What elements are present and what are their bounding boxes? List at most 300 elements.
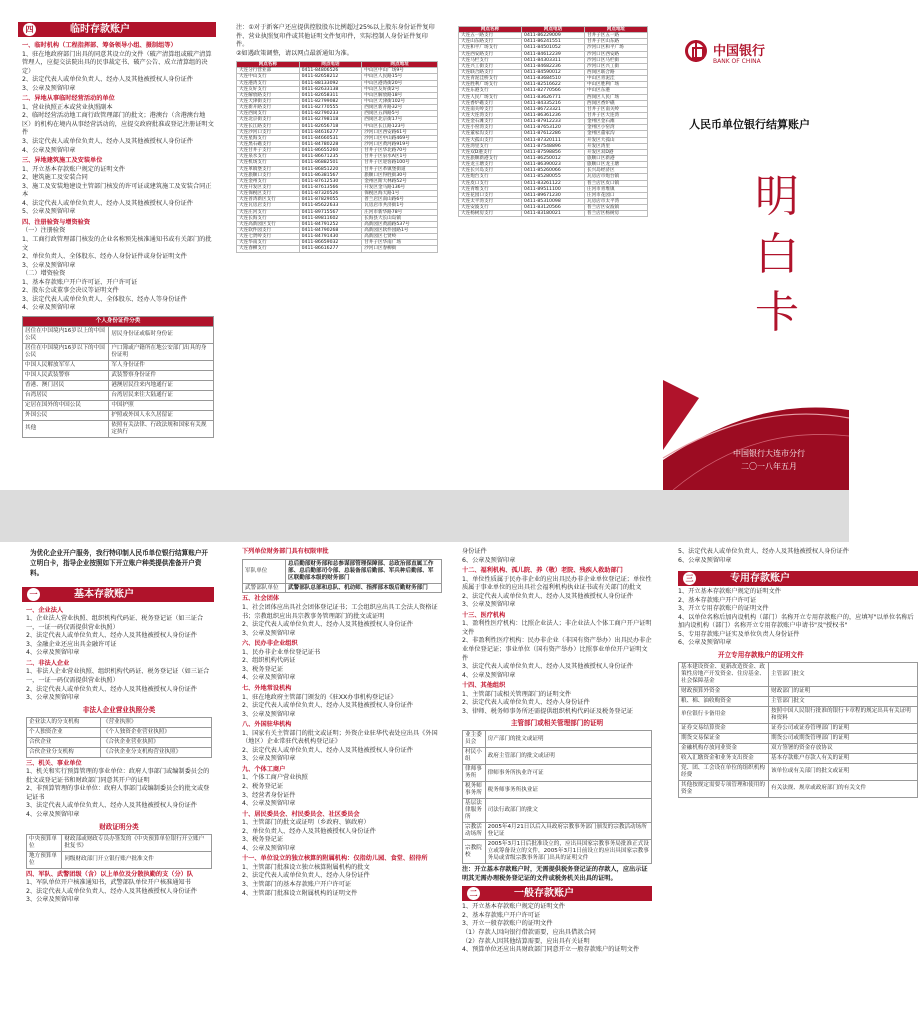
cell: 其他按规定需要专项管理和使用的资金 xyxy=(679,780,769,797)
section-title: 一般存款账户 xyxy=(514,888,574,900)
branch-name: 大连庄河支行 xyxy=(237,209,300,215)
branch-phone: 0411-89671230 xyxy=(522,192,585,198)
col-header-address: 网点地址 xyxy=(584,27,647,33)
branch-phone: 0411-82770566 xyxy=(522,88,585,94)
list-item: 1、驻在地政府主管部门颁发的《驻XX办事机构登记证》 xyxy=(242,693,397,701)
branch-name: 大连长兴岛支行 xyxy=(459,168,522,174)
list-item: 1、国家有关主管部门的批文或证明；外资企业驻华代表处应出具《外国（地区）企业常驻代表机构登记证》 xyxy=(242,729,438,746)
list-item: 3、公章及预留印章 xyxy=(22,261,76,269)
branch-name: 大连星海支行 xyxy=(237,135,300,141)
branch-phone: 0411-84791252 xyxy=(299,221,362,227)
table-row xyxy=(23,410,214,420)
branch-phone: 0411-86882501 xyxy=(299,160,362,166)
cell: 居住在中国境内16岁以下的中国公民 xyxy=(23,343,109,360)
table-row xyxy=(243,583,442,593)
branch-address: 普兰店区安波镇 xyxy=(584,205,647,211)
branch-row xyxy=(237,246,438,252)
branch-address: 中山区中山广场9号 xyxy=(362,68,438,74)
list-item: 1、驻在地政府部门出具的同意其设立的文件（破产清算组或破产清算管理人，应提交法院出具的民事裁定书、破产公告、成立清算组的决定） xyxy=(22,50,212,75)
cell: 其他 xyxy=(23,420,109,437)
heading-resident-office: 七、外地常设机构 xyxy=(242,684,292,692)
table-row xyxy=(23,390,214,400)
branch-name: 大连龙王塘支行 xyxy=(459,162,522,168)
branch-address: 瓦房店市炮台镇 xyxy=(584,174,647,180)
branch-row xyxy=(237,227,438,233)
branch-phone: 0411-83180021 xyxy=(522,211,585,217)
branch-address: 金州区小窑湾 xyxy=(584,125,647,131)
branch-phone: 0411-82658311 xyxy=(299,92,362,98)
table-row xyxy=(23,370,214,380)
list-item: 3、公章及预留印章 xyxy=(462,601,516,609)
list-item: 3、税务登记证 xyxy=(242,665,284,673)
license-table xyxy=(26,717,212,758)
branch-phone: 0411-88133092 xyxy=(299,80,362,86)
branch-name: 大连湾里支行 xyxy=(459,143,522,149)
cell: 合伙企业 xyxy=(27,737,101,747)
list-item: 1、企业法人营业执照、组织机构代码证、税务登记证（如三证合一，一证一码仅需提供营业执照） xyxy=(26,615,204,631)
branch-name: 大连天津街支行 xyxy=(237,99,300,105)
list-item: （2）存款人因其他结算需要，应出具有关证明 xyxy=(462,937,590,945)
special-proof-table xyxy=(678,662,918,798)
branch-address: 甘井子区五一路 xyxy=(584,33,647,39)
branch-phone: 0411-83684510 xyxy=(522,76,585,82)
list-item: 身份证件 xyxy=(462,548,487,555)
table-row xyxy=(27,747,212,757)
branch-phone: 0411-84790268 xyxy=(299,227,362,233)
branch-name: 大连沙河口支行 xyxy=(237,129,300,135)
table-title: 个人身份证件分类 xyxy=(23,316,214,326)
list-item: 4、主管部门批准设立附属机构的证明文件 xyxy=(242,889,358,897)
branch-phone: 0411-86671235 xyxy=(299,154,362,160)
branch-phone: 0411-87548896 xyxy=(522,143,585,149)
branch-name: 大连瓦房店支行 xyxy=(237,203,300,209)
branch-address: 甘井子区革镇堡街道 xyxy=(362,166,438,172)
branch-phone: 0411-83626771 xyxy=(522,94,585,100)
branch-phone: 0411-86723321 xyxy=(522,106,585,112)
list-item: 2、税务登记证 xyxy=(242,782,284,790)
fold-gap xyxy=(0,490,849,542)
branch-name: 大连港湾支行 xyxy=(237,80,300,86)
list-item: 1、开立基本存款账户规定的证明文件 xyxy=(678,588,781,596)
list-item: （1）存款人因向银行借款需要，应出具借款合同 xyxy=(462,928,596,936)
section-bar-temporary xyxy=(18,22,216,37)
col-header-address: 网点地址 xyxy=(362,62,438,68)
branch-row xyxy=(237,135,438,141)
branch-address: 沙河口区黄河路919号 xyxy=(362,142,438,148)
branch-phone: 0411-87598856 xyxy=(522,149,585,155)
cell: 2005年4月21日以后入具政府宗教事务部门颁发的宗教活动场所登记证 xyxy=(485,823,651,840)
panel-branch-list-b xyxy=(458,26,648,470)
cell: 主管部门批文 xyxy=(769,696,918,706)
list-item: 5、专用存款账户证实及单位负责人身份证件 xyxy=(678,630,800,638)
panel-general-account xyxy=(462,548,652,1018)
list-item: 3、法定代表人或单位负责人、经办人及其他被授权人身份证件 xyxy=(462,663,633,671)
branch-address: 旅顺口区得胜街30号 xyxy=(362,172,438,178)
authority-proof-table xyxy=(462,730,652,864)
list-item: 1、机关和实行预算管理的事业单位：政府人事部门或编制委员会的批文或登记证书和财政部门同意其开户的证明 xyxy=(26,768,210,784)
branch-name: 大连双D港支行 xyxy=(459,149,522,155)
branch-address: 长兴岛经济区 xyxy=(584,168,647,174)
branch-name: 大连长江路支行 xyxy=(237,123,300,129)
cell: 中国人民武装警察 xyxy=(23,370,109,380)
cell: 户口簿或户籍所在地公安部门出具的身份证明 xyxy=(109,343,214,360)
branch-phone: 0411-86241551 xyxy=(522,39,585,45)
branch-address: 普兰店区南山路6号 xyxy=(362,197,438,203)
cell: 港澳居民往来内地通行证 xyxy=(109,380,214,390)
branch-phone: 0411-84616277 xyxy=(299,129,362,135)
col-header-phone: 网点电话 xyxy=(299,62,362,68)
list-item: 1、开立基本存款账户规定的证明文件 xyxy=(462,903,565,911)
branch-name: 大连香炉礁支行 xyxy=(459,100,522,106)
list-item: 2、法定代表人或单位负责人、经办人及其他被授权人身份证件 xyxy=(462,592,633,600)
branch-name: 大连普湾新区支行 xyxy=(237,197,300,203)
list-item: 2、法定代表人或单位负责人、经办人及其他被授权人身份证件 xyxy=(26,632,197,640)
bank-name-cn: 中国银行 xyxy=(713,44,766,59)
cover-title-char-2: 白 xyxy=(755,229,799,280)
branch-name: 大连联合路支行 xyxy=(459,69,522,75)
cell: 《合伙企业分支机构营业执照》 xyxy=(100,747,211,757)
branch-address: 中山区港湾街20号 xyxy=(362,80,438,86)
branch-phone: 0411-86361236 xyxy=(522,112,585,118)
list-item: 6、公章及预留印章 xyxy=(678,639,732,647)
panel-branch-list-a xyxy=(236,24,438,480)
branch-name: 大连春柳支行 xyxy=(237,246,300,252)
cell: 武装警察身份证件 xyxy=(109,370,214,380)
branch-phone: 0411-82656718 xyxy=(299,123,362,129)
branch-name: 大连保税区支行 xyxy=(237,191,300,197)
branch-address: 中山区天津街102号 xyxy=(362,99,438,105)
branch-name: 大连马栏支行 xyxy=(459,57,522,63)
note: 注：开立基本存款账户时，无需提供税务登记证的存款人，应出示证明其无需办理税务登记证的文件或税务机关出具的证明。 xyxy=(462,866,648,882)
branch-phone: 0411-86390023 xyxy=(522,162,585,168)
branch-phone: 0411-87320526 xyxy=(299,191,362,197)
branch-address: 金州区金石滩 xyxy=(584,119,647,125)
table-row xyxy=(679,753,918,763)
cell: 军队单位 xyxy=(243,559,286,583)
list-item: 6、公章及预留印章 xyxy=(678,556,732,564)
list-item: 2、法定代表人或单位负责人、经办人身份证件 xyxy=(462,699,590,707)
list-item: 2、建筑施工及安装合同 xyxy=(22,174,88,182)
branch-phone: 0411-82790233 xyxy=(299,111,362,117)
list-item: 1、个体工商户营业执照 xyxy=(242,774,308,782)
branch-phone: 0411-85310098 xyxy=(522,198,585,204)
branch-phone: 0411-83261122 xyxy=(522,180,585,186)
heading-welfare: 十二、福利机构、孤儿院、养（敬）老院、残疾人救助部门 xyxy=(462,567,623,575)
table-row xyxy=(23,400,214,410)
branch-name: 大连胜利广场支行 xyxy=(459,82,522,88)
list-item: 4、法定代表人或单位负责人、经办人及其他被授权人身份证件 xyxy=(22,199,193,207)
cover-title-char-1: 明 xyxy=(755,171,799,222)
section-number: 四 xyxy=(23,23,36,36)
branch-phone: 0411-84791430 xyxy=(299,234,362,240)
branch-phone: 0411-84780228 xyxy=(299,142,362,148)
panel-temporary-account xyxy=(18,22,216,484)
panel-basic-account-cont xyxy=(242,548,442,1018)
cell: 军人身份证件 xyxy=(109,360,214,370)
table-row xyxy=(679,706,918,723)
branch-address: 旅顺口区龙王塘 xyxy=(584,162,647,168)
branch-phone: 0411-87320111 xyxy=(522,137,585,143)
branch-name: 大连黑石礁支行 xyxy=(237,142,300,148)
table-title: 非法人企业营业执照分类 xyxy=(82,705,156,714)
branch-phone: 0411-86655260 xyxy=(299,148,362,154)
list-item: 3、公章及预留印章 xyxy=(242,629,296,637)
finance-proof-table xyxy=(26,834,212,869)
branch-phone: 0411-87612286 xyxy=(522,131,585,137)
heading-non-legal: 二、非法人企业 xyxy=(26,659,70,667)
branch-phone: 0411-87829055 xyxy=(299,197,362,203)
branch-name: 大连旅顺口支行 xyxy=(237,172,300,178)
list-item: 2、法定代表人或单位负责人、经办人及其他被授权人身份证件 xyxy=(26,685,197,693)
branch-address: 保税区海天路1号 xyxy=(362,191,438,197)
branch-address: 甘井子区迎客路100号 xyxy=(362,160,438,166)
cover-panel xyxy=(663,0,849,490)
list-item: 4、预算单位还应出具财政部门同意开立一般存款账户的证明文件 xyxy=(462,946,640,954)
cell: 基层法律服务所 xyxy=(463,799,486,823)
list-item: 2、非预算管理的事业单位：政府人事部门或编制委员会的批文或登记证书 xyxy=(26,785,210,801)
table-row xyxy=(27,851,212,868)
list-item: 3、主管部门的基本存款账户开户许可证 xyxy=(242,880,352,888)
cell: 期货公司或期货管理部门的证明 xyxy=(769,733,918,743)
table-row xyxy=(23,360,214,370)
branch-address: 甘井子区山东路 xyxy=(584,39,647,45)
cell: 《营业执照》 xyxy=(100,717,211,727)
list-item: 3、公章及预留印章 xyxy=(26,896,80,904)
branch-address: 旅顺口区新港 xyxy=(584,155,647,161)
branch-address: 开发区湾里 xyxy=(584,143,647,149)
branch-address: 金州区董家沟 xyxy=(584,131,647,137)
branch-row xyxy=(459,45,648,51)
branch-name: 大连和平广场支行 xyxy=(459,45,522,51)
list-item: 3、法定代表人或单位负责人、经办人及其他被授权人身份证件 xyxy=(22,138,193,146)
table-row xyxy=(463,765,652,782)
branch-name: 大连中山支行 xyxy=(237,74,300,80)
col-header-phone: 网点电话 xyxy=(522,27,585,33)
branch-address: 中山区友好街2号 xyxy=(362,86,438,92)
cell: 主管部门批文 xyxy=(769,663,918,687)
cell: 政府主管部门的批文或证明 xyxy=(485,748,651,765)
cell: 基本建设资金、更新改造资金、政策性房地产开发资金、住房基金、社会保障基金 xyxy=(679,663,769,687)
cell: 金融机构存放同业资金 xyxy=(679,743,769,753)
section-title: 专用存款账户 xyxy=(730,573,790,585)
branch-address: 开发区金马路136号 xyxy=(362,185,438,191)
branch-name: 大连安波支行 xyxy=(459,205,522,211)
table-row xyxy=(679,663,918,687)
table-row xyxy=(679,763,918,780)
branch-phone: 0411-85622633 xyxy=(299,203,362,209)
heading-approval: 下列单位财务部门具有权限审批 xyxy=(242,548,329,555)
branch-name: 大连机场支行 xyxy=(237,160,300,166)
list-item: 2、法定代表人或单位负责人、经办人及其他被授权人身份证件 xyxy=(242,746,413,754)
list-item: 6、公章及预留印章 xyxy=(462,556,516,564)
branch-address: 中山区青泥洼 xyxy=(584,76,647,82)
branch-name: 大连兴工街支行 xyxy=(459,63,522,69)
branch-name: 大连七贤岭支行 xyxy=(237,234,300,240)
cell: 律师事务所 xyxy=(463,765,486,782)
list-item: 2、单位负责人、经办人及其他被授权人身份证件 xyxy=(242,827,376,835)
heading-construction: 三、异地建筑施工及安装单位 xyxy=(22,157,103,165)
branch-table-a xyxy=(236,61,438,252)
branch-row xyxy=(459,211,648,217)
heading-temp-org: 一、临时机构（工程指挥部、筹备领导小组、摄制组等） xyxy=(22,42,177,49)
cover-title-char-3: 卡 xyxy=(755,287,799,338)
branch-name: 大连革镇堡支行 xyxy=(237,166,300,172)
cell: 台湾居民来往大陆通行证 xyxy=(109,390,214,400)
cell: 地方预算单位 xyxy=(27,851,62,868)
branch-phone: 0411-86659032 xyxy=(299,240,362,246)
branch-address: 西岗区人民广场 xyxy=(584,94,647,100)
branch-name: 大连软件园支行 xyxy=(237,227,300,233)
list-item: 4、公章及预留印章 xyxy=(22,304,76,312)
branch-address: 庄河市花园口 xyxy=(584,192,647,198)
table-row xyxy=(679,733,918,743)
branch-phone: 0411-87613566 xyxy=(299,185,362,191)
list-item: 3、公章及预留印章 xyxy=(242,755,296,763)
branch-name: 大连人民广场支行 xyxy=(459,94,522,100)
branch-address: 瓦房店市共济街1号 xyxy=(362,203,438,209)
list-item: 2、法定代表人或单位负责人、经办人及其他被授权人身份证件 xyxy=(242,621,413,629)
list-item: 2、法定代表人或单位负责人、经办人身份证件 xyxy=(242,872,370,880)
cell: 护照或外国人永久居留证 xyxy=(109,410,214,420)
branch-phone: 0411-84806526 xyxy=(299,68,362,74)
table-row xyxy=(27,717,212,727)
branch-phone: 0411-82658212 xyxy=(299,74,362,80)
cell: 宗教活动场所 xyxy=(463,823,486,840)
heading-committee: 十、居民委员会、村民委员会、社区委员会 xyxy=(242,810,360,818)
table-row xyxy=(27,834,212,851)
list-item: 3、开立一般存款账户的证明文件 xyxy=(462,920,553,928)
cell: 税务师事务所执业证 xyxy=(485,782,651,799)
branch-phone: 0411-86851220 xyxy=(299,166,362,172)
branch-phone: 0411-82799082 xyxy=(299,99,362,105)
cell: 收入汇缴资金和业务支出资金 xyxy=(679,753,769,763)
branch-address: 甘井子区华南广场 xyxy=(362,240,438,246)
col-header-name: 网点名称 xyxy=(237,62,300,68)
bank-logo xyxy=(685,40,707,62)
table-title: 财政证明分类 xyxy=(99,822,139,831)
branch-phone: 0411-83120566 xyxy=(522,205,585,211)
branch-name: 大连北京街支行 xyxy=(237,117,300,123)
branch-name: 大连新开路支行 xyxy=(237,105,300,111)
list-item: 3、法定代表人或单位负责人、经办人及其他被授权人身份证件 xyxy=(26,802,197,810)
heading-other-org: 十四、其他组织 xyxy=(462,682,506,690)
branch-address: 瓦房店市太平湾 xyxy=(584,198,647,204)
col-header-name: 网点名称 xyxy=(459,27,522,33)
heading-offsite-business: 二、异地从事临时经营活动的单位 xyxy=(22,95,115,103)
cell: 居民身份证或临时身份证 xyxy=(109,326,214,343)
branch-address: 金州区斯大林路52号 xyxy=(362,178,438,184)
panel-basic-account xyxy=(22,548,214,1018)
branch-name: 大连青堆支行 xyxy=(459,186,522,192)
cell: 村民小组 xyxy=(463,748,486,765)
list-item: 4、公章及预留印章 xyxy=(22,146,76,154)
branch-phone: 0411-89811602 xyxy=(299,215,362,221)
cell: 定居在国外的中国公民 xyxy=(23,400,109,410)
section-title: 临时存款账户 xyxy=(70,24,130,35)
heading-government: 三、机关、事业单位 xyxy=(26,759,82,767)
panel-special-account xyxy=(678,548,914,1018)
list-item: 3、公章及预留印章 xyxy=(26,694,80,702)
branch-address: 中山区解放路18号 xyxy=(362,92,438,98)
table-row xyxy=(679,686,918,696)
table-row xyxy=(27,727,212,737)
table-title: 主管部门或相关管理部门的证明 xyxy=(510,719,604,728)
table-row xyxy=(679,696,918,706)
branch-name: 大连五一路支行 xyxy=(459,33,522,39)
list-item: 5、法定代表人或单位负责人、经办人及其他被授权人身份证件 xyxy=(678,548,849,555)
branch-table-b xyxy=(458,26,648,217)
branch-name: 大连西岗支行 xyxy=(237,111,300,117)
cell: 《个人独资企业营业执照》 xyxy=(100,727,211,737)
cover-subtitle: 人民币单位银行结算账户 xyxy=(689,118,810,131)
branch-phone: 0411-82516622 xyxy=(522,82,585,88)
cell: 按照中国人民银行批准的银行卡章程的规定出具有关证明和资料 xyxy=(769,706,918,723)
branch-phone: 0411-84335216 xyxy=(522,100,585,106)
heading-social-group: 五、社会团体 xyxy=(242,595,280,603)
cover-date: 二〇一八年五月 xyxy=(741,462,797,471)
cell: 中国护照 xyxy=(109,400,214,410)
branch-address: 沙河口区西安路 xyxy=(584,51,647,57)
branch-name: 大连大连湾支行 xyxy=(459,112,522,118)
cell: 总后勤部财务部和总参谋部管理保障部、总政治部直属工作部、总后勤部司令部、总装备部后勤部、军兵种后勤部、军区联勤部本级的财务部门 xyxy=(286,559,442,583)
cell: 同级财政部门开立银行账户批准文件 xyxy=(62,851,212,868)
cell: 税务师事务所 xyxy=(463,782,486,799)
section-number: 三 xyxy=(683,572,696,585)
branch-phone: 0411-82633138 xyxy=(299,86,362,92)
branch-row xyxy=(237,142,438,148)
cell: 企业法人的分支机构 xyxy=(27,717,101,727)
branch-phone: 0411-87912233 xyxy=(522,119,585,125)
cell: 单位银行卡备用金 xyxy=(679,706,769,723)
branch-phone: 0411-89715567 xyxy=(299,209,362,215)
list-item: 3、公章及预留印章 xyxy=(22,84,76,92)
branch-name: 大连皮口支行 xyxy=(459,180,522,186)
intro-text: 为优化企业开户服务，我行特印制人民币单位银行结算账户开立明白卡，指导企业按照如下开立账户种类提供准备开户资料。 xyxy=(30,549,209,578)
branch-name: 大连山东路支行 xyxy=(459,39,522,45)
cell: 台湾居民 xyxy=(23,390,109,400)
branch-name: 大连友好支行 xyxy=(237,86,300,92)
list-item: 3、律师、税务师事务所还需提供组织机构代码证及税务登记证 xyxy=(462,707,633,715)
id-document-table xyxy=(22,316,214,438)
heading-capital-verification: 四、注册验资与增资验资 xyxy=(22,218,91,226)
branch-address: 甘井子区泉水A区1号 xyxy=(362,154,438,160)
list-item: 3、公章及预留印章 xyxy=(242,710,296,718)
list-item: 1、社会团体应出具社会团体登记证书；工会组织应出具工会法人资格证书；宗教组织应出具宗教事务管理部门的批文或证明 xyxy=(242,604,438,620)
branch-address: 高新园区黄浦路537号 xyxy=(362,221,438,227)
list-item: 1、盈利性医疗机构：比照企业法人；非企业法人个体工商户开户证明文件 xyxy=(462,620,652,636)
branch-name: 大连分行营业部 xyxy=(237,68,300,74)
branch-address: 庄河市青堆镇 xyxy=(584,186,647,192)
heading-enterprise-legal: 一、企业法人 xyxy=(26,606,64,614)
heading-individual-business: 九、个体工商户 xyxy=(242,765,286,773)
cell: 合伙企业分支机构 xyxy=(27,747,101,757)
section-number: 一 xyxy=(27,588,40,601)
table-row xyxy=(23,380,214,390)
branch-row xyxy=(237,221,438,227)
table-row xyxy=(27,737,212,747)
cell: 证券公司或证券管理部门的证明 xyxy=(769,723,918,733)
branch-phone: 0411-86381567 xyxy=(299,172,362,178)
list-item: 1、非法人企业营业执照、组织机构代码证、税务登记证（如三证合一，一证一码仅需提供营业执照） xyxy=(26,668,210,685)
branch-phone: 0411-84303311 xyxy=(522,57,585,63)
heading-subsidiary: 十一、单位设立的独立核算的附属机构：仅指幼儿园、食堂、招待所 xyxy=(242,855,428,863)
section-title: 基本存款账户 xyxy=(74,588,134,600)
cell: 基本存款账户存款人有关的证明 xyxy=(769,753,918,763)
table-row xyxy=(23,343,214,360)
branch-address: 西岗区北京街17号 xyxy=(362,117,438,123)
cell: 财政部门的证明 xyxy=(769,686,918,696)
branch-name: 大连东港支行 xyxy=(459,88,522,94)
